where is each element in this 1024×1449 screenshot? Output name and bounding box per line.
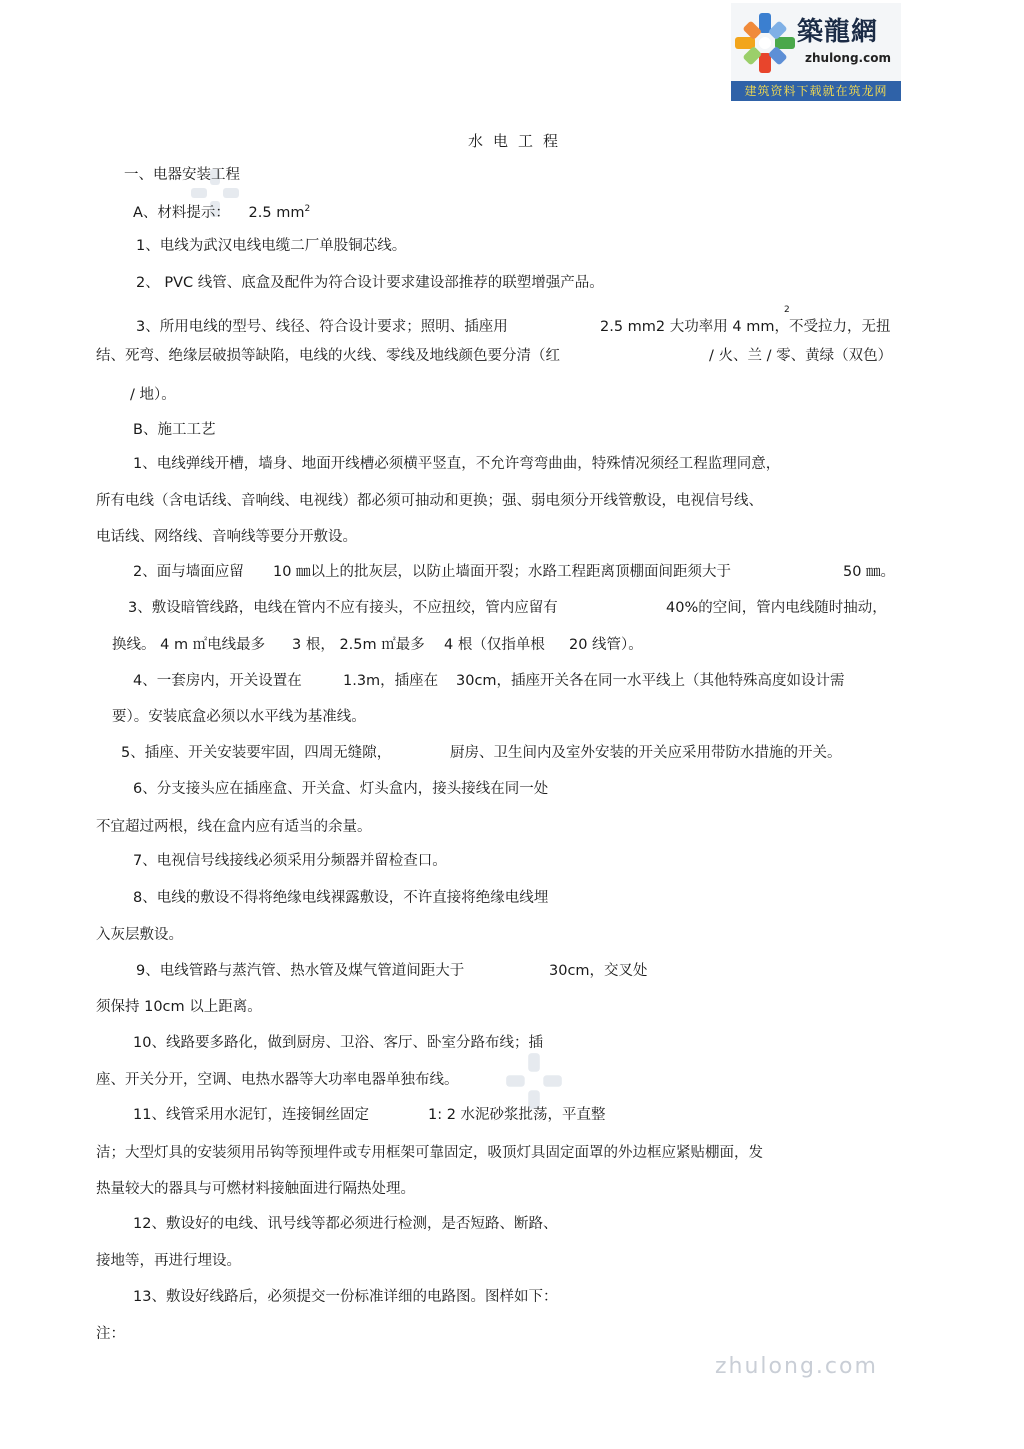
document-title: 水电工程: [468, 132, 569, 150]
materials-value: 2.5 mm: [248, 204, 305, 221]
paragraph: 2、面与墙面应留: [133, 564, 244, 580]
paragraph: 2.5 mm2 大功率用 4 mm，不受拉力，无扭: [600, 319, 891, 335]
paragraph: 4、一套房内，开关设置在: [133, 673, 302, 689]
watermark-snowflake-icon: [505, 1052, 563, 1110]
section-heading: 一、电器安装工程: [124, 167, 240, 183]
paragraph: 须保持 10cm 以上距离。: [96, 999, 262, 1015]
paragraph: 电话线、网络线、音响线等要分开敷设。: [96, 529, 357, 545]
note-label: 注：: [96, 1326, 125, 1342]
paragraph: 换线。 4 m ㎡电线最多: [112, 637, 266, 653]
paragraph: 座、开关分开，空调、电热水器等大功率电器单独布线。: [96, 1072, 459, 1088]
paragraph: 1、电线弹线开槽，墙身、地面开线槽必须横平竖直，不允许弯弯曲曲，特殊情况须经工程监理同意，: [133, 456, 781, 472]
logo-english-name: zhulong.com: [805, 51, 891, 65]
paragraph: 要）。安装底盒必须以水平线为基准线。: [112, 709, 366, 725]
paragraph: 3、敷设暗管线路，电线在管内不应有接头，不应扭绞，管内应留有: [128, 600, 558, 616]
watermark-text: zhulong.com: [715, 1354, 878, 1379]
paragraph: 13、敷设好线路后，必须提交一份标准详细的电路图。图样如下：: [133, 1289, 558, 1305]
paragraph: 10 ㎜以上的批灰层，以防止墙面开裂；水路工程距离顶棚面间距须大于: [273, 564, 732, 580]
materials-label: A、材料提示：: [133, 204, 230, 221]
paragraph: 20 线管）。: [569, 637, 643, 653]
paragraph: 3 根， 2.5m ㎡最多: [292, 637, 425, 653]
paragraph: 50 ㎜。: [843, 564, 896, 580]
logo-chinese-name: 築龍網: [797, 17, 879, 47]
paragraph: 所有电线（含电话线、音响线、电视线）都必须可抽动和更换；强、弱电须分开线管敷设，电视信号线、: [96, 493, 763, 509]
paragraph: 7、电视信号线接线必须采用分频器并留检查口。: [133, 853, 447, 869]
paragraph: 4 根（仅指单根: [444, 637, 545, 653]
paragraph: 结、死弯、绝缘层破损等缺陷，电线的火线、零线及地线颜色要分清（红: [96, 348, 560, 364]
paragraph: 9、电线管路与蒸汽管、热水管及煤气管道间距大于: [136, 963, 465, 979]
paragraph: 洁；大型灯具的安装须用吊钩等预埋件或专用框架可靠固定，吸顶灯具固定面罩的外边框应紧贴棚面，发: [96, 1145, 763, 1161]
paragraph: 30cm，插座开关各在同一水平线上（其他特殊高度如设计需: [456, 673, 845, 689]
paragraph: 入灰层敷设。: [96, 927, 183, 943]
paragraph: 8、电线的敷设不得将绝缘电线裸露敷设，不许直接将绝缘电线埋: [133, 890, 549, 906]
paragraph: 不宜超过两根，线在盒内应有适当的余量。: [96, 819, 372, 835]
paragraph: 热量较大的器具与可燃材料接触面进行隔热处理。: [96, 1181, 415, 1197]
paragraph: 12、敷设好的电线、讯号线等都必须进行检测，是否短路、断路、: [133, 1216, 558, 1232]
superscript: 2: [304, 204, 311, 214]
paragraph: 3、所用电线的型号、线径、符合设计要求；照明、插座用: [136, 319, 508, 335]
logo-panel: [731, 3, 901, 81]
paragraph: 10、线路要多路化，做到厨房、卫浴、客厅、卧室分路布线；插: [133, 1035, 543, 1051]
superscript: 2: [784, 305, 790, 315]
paragraph: 11、线管采用水泥钉，连接铜丝固定: [133, 1107, 369, 1123]
paragraph: 厨房、卫生间内及室外安装的开关应采用带防水措施的开关。: [450, 745, 842, 761]
paragraph: 1.3m，插座在: [343, 673, 439, 689]
paragraph: 2、 PVC 线管、底盒及配件为符合设计要求建设部推荐的联塑增强产品。: [136, 275, 604, 291]
paragraph: 5、插座、开关安装要牢固，四周无缝隙，: [121, 745, 392, 761]
materials-heading: [133, 199, 310, 223]
paragraph: 接地等，再进行埋设。: [96, 1253, 241, 1269]
paragraph: 40%的空间，管内电线随时抽动，: [666, 600, 887, 616]
snowflake-logo-icon: [735, 9, 795, 75]
paragraph: 1: 2 水泥砂浆批荡，平直整: [428, 1107, 606, 1123]
process-heading: B、施工工艺: [133, 422, 216, 438]
paragraph: / 火、兰 / 零、黄绿（双色）: [709, 348, 893, 364]
paragraph: / 地）。: [130, 387, 176, 403]
paragraph: 30cm，交叉处: [549, 963, 648, 979]
paragraph: 1、电线为武汉电线电缆二厂单股铜芯线。: [136, 238, 407, 254]
zhulong-logo: [731, 3, 901, 107]
logo-slogan: 建筑资料下载就在筑龙网: [731, 81, 901, 101]
paragraph: 6、分支接头应在插座盒、开关盒、灯头盒内，接头接线在同一处: [133, 781, 549, 797]
